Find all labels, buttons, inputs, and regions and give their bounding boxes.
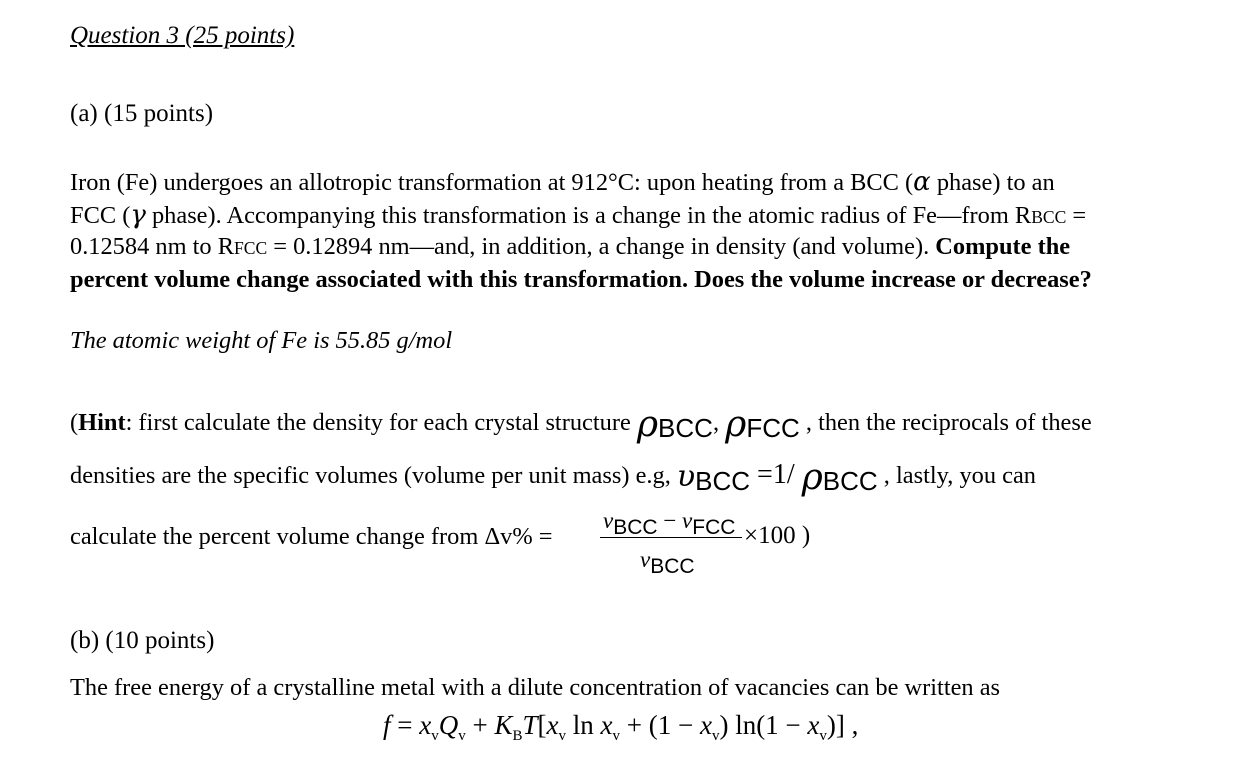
part-a-line-4: percent volume change associated with this transformation. Does the volume increase or decrease?: [70, 266, 1092, 293]
part-a-line-3: 0.12584 nm to RFCC = 0.12894 nm—and, in addition, a change in density (and volume). Compute the: [70, 233, 1071, 260]
gamma-symbol: γ: [130, 200, 146, 230]
part-a-line-1: Iron (Fe) undergoes an allotropic transformation at 912°C: upon heating from a BCC (α phase) to an: [70, 167, 1055, 197]
fraction-bar: [600, 537, 742, 538]
hint-line-2: densities are the specific volumes (volume per unit mass) e.g, υBCC =1/ ρBCC , lastly, you can: [70, 457, 1036, 498]
part-b-line-1: The free energy of a crystalline metal with a dilute concentration of vacancies can be written as: [70, 674, 1001, 701]
fraction-numerator: vBCC − vFCC: [603, 508, 736, 539]
alpha-symbol: α: [913, 167, 931, 197]
part-a-line-2: FCC (γ phase). Accompanying this transformation is a change in the atomic radius of Fe—from RBCC =: [70, 200, 1087, 230]
atomic-weight-note: The atomic weight of Fe is 55.85 g/mol: [70, 327, 453, 354]
fraction-denominator: vBCC: [640, 547, 695, 578]
part-b-heading: (b) (10 points): [70, 627, 215, 654]
hint-line-3: calculate the percent volume change from Δv% =: [70, 523, 553, 550]
times-hundred: ×100 ): [744, 522, 811, 549]
part-a-heading: (a) (15 points): [70, 100, 214, 127]
question-title: Question 3 (25 points): [70, 22, 295, 49]
free-energy-formula: $f = x_vQ_v + K_BT[x_v$ $\ln x_v + (1 - x_v) \ln(1 - x_v)$] ,: [383, 710, 859, 744]
hint-line-1: (Hint: first calculate the density for each crystal structure ρBCC, ρFCC , then the reciprocals of these: [70, 404, 1092, 445]
